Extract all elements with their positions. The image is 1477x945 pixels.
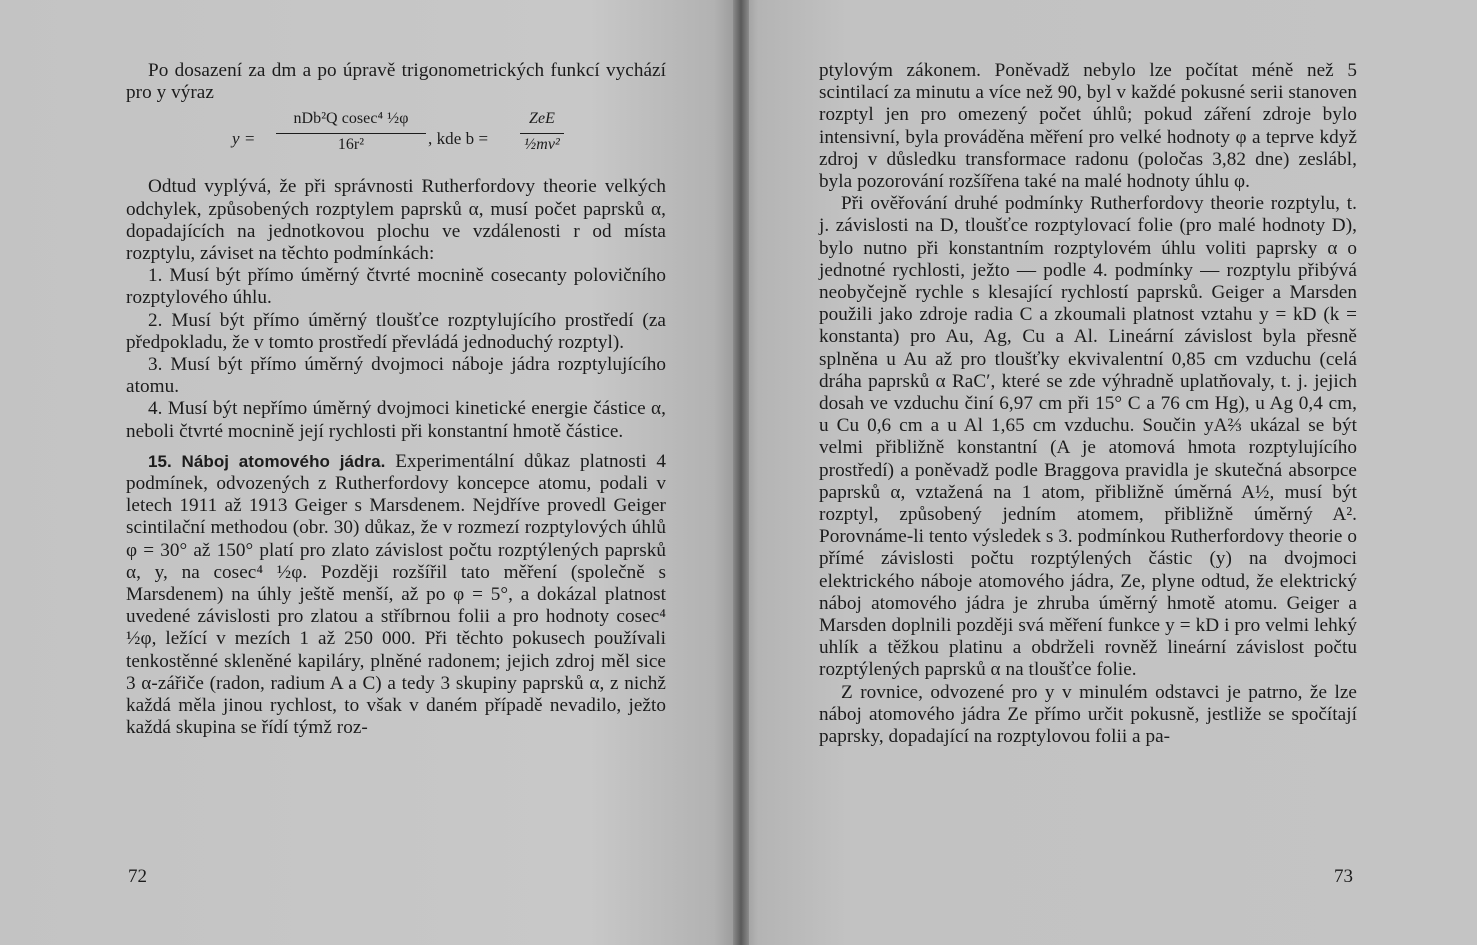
formula-kde: , kde b = [428, 129, 489, 149]
section-15 [126, 451, 666, 740]
fraction-1-numerator: nDb²Q cosec⁴ ½φ [276, 108, 426, 133]
formula-fraction-1 [276, 108, 426, 155]
right-page-text [819, 60, 1357, 748]
left-page [0, 0, 736, 945]
fraction-2-denominator: ½mv² [524, 135, 560, 153]
left-page-text [126, 60, 666, 739]
formula [126, 108, 666, 166]
book-gutter [733, 0, 749, 945]
right-paragraph-1: ptylovým zákonem. Poněvadž nebylo lze počítat méně než 5 scintilací za minutu a více než 90, byl v každé pokusné serii stanoven rozptyl jen pro omezený počet úhlů; pokud záření zdroje bylo intensivní, byla prováděna měření pro velké hodnoty φ a teprve když zdroj v důsledku transformace radonu (poločas 3,82 dne) zeslábl, byla pozorování rozšířena také na malé hodnoty úhlu φ. [819, 60, 1357, 193]
conditions-intro: Odtud vyplývá, že při správnosti Rutherfordovy theorie velkých odchylek, způsobených rozptylem paprsků α, musí počet paprsků α, dopadajících na jednotkovou plochu ve vzdálenosti r od místa rozptylu, záviset na těchto podmínkách: [126, 176, 666, 265]
right-paragraph-2: Při ověřování druhé podmínky Rutherfordovy theorie rozptylu, t. j. závislosti na D, tloušťce rozptylovací folie (pro malé hodnoty D), bylo nutno při konstantním rozptylovém úhlu voliti paprsky α o jednotné rychlosti, ježto — podle 4. podmínky — rozptylu přibývá neobyčejně rychle s klesající rychlostí paprsků. Geiger a Marsden použili jako zdroje radia C a zkoumali platnost vztahu y = kD (k = konstanta) pro Au, Ag, Cu a Al. Lineární závislost byla přesně splněna u Au až pro tloušťky ekvivalentní 0,85 cm vzduchu (celá dráha paprsků α RaC′, které se zde výhradně uplatňovaly, t. j. jejich dosah ve vzduchu činí 6,97 cm při 15° C a 76 cm Hg), u Ag 0,4 cm, u Cu 0,6 cm a u Al 1,65 cm vzduchu. Součin yA⅔ ukázal se být velmi přibližně konstantní (A je atomová hmota rozptylujícího prostředí) a poněvadž podle Braggova pravidla je skutečná absorpce paprsků α, vztažená na 1 atom, přibližně úměrná A½, musí být rozptyl, způsobený jedním atomem, přibližně úměrný A². Porovnáme-li tento výsledek s 3. podmínkou Rutherfordovy theorie o přímé závislosti počtu rozptýlených částic (y) na dvojmoci elektrického náboje atomového jádra, Ze, plyne odtud, že elektrický náboj atomového jádra je zhruba úměrný hmotě atomu. Geiger a Marsden doplnili později svá měření funkce y = kD i pro velmi lehký uhlík a těžkou platinu a obdrželi rovněž lineární závislost počtu rozptýlených paprsků α na tloušťce folie. [819, 193, 1357, 681]
page-number-left: 72 [128, 866, 147, 887]
formula-fraction-2 [520, 108, 564, 155]
section-body: Experimentální důkaz platnosti 4 podmínek, odvozených z Rutherfordovy koncepce atomu, podali v letech 1911 až 1913 Geiger s Marsdenem. Nejdříve provedl Geiger scintilační methodou (obr. 30) důkaz, že v rozmezí rozptylových úhlů φ = 30° až 150° platí pro zlato závislost počtu rozptýlených paprsků α, y, na cosec⁴ ½φ. Později rozšířil tato měření (společně s Marsdenem) na úhly ještě menší, až po φ = 5°, a dokázal platnost uvedené závislosti pro zlatou a stříbrnou folii a pro hodnoty cosec⁴ ½φ, ležící v mezích 1 až 250 000. Při těchto pokusech používali tenkostěnné skleněné kapiláry, plněné radonem; jejich zdroj měl sice 3 α-zářiče (radon, radium A a C) a tedy 3 skupiny paprsků α, z nichž každá měla jinou rychlost, to však v daném případě nevadilo, ježto každá skupina se řídí týmž roz- [126, 450, 666, 739]
intro-paragraph: Po dosazení za dm a po úpravě trigonometrických funkcí vychází pro y výraz [126, 60, 666, 104]
formula-lhs: y = [232, 129, 256, 149]
fraction-2-numerator: ZeE [520, 108, 564, 133]
fraction-1-denominator: 16r² [337, 135, 365, 153]
condition-1: 1. Musí být přímo úměrný čtvrté mocnině cosecanty polovičního rozptylového úhlu. [126, 265, 666, 309]
condition-2: 2. Musí být přímo úměrný tloušťce rozptylujícího prostředí (za předpokladu, že v tomto prostředí převládá jednoduchý rozptyl). [126, 309, 666, 353]
condition-3: 3. Musí být přímo úměrný dvojmoci náboje jádra rozptylujícího atomu. [126, 354, 666, 398]
right-page [736, 0, 1477, 945]
right-paragraph-3: Z rovnice, odvozené pro y v minulém odstavci je patrno, že lze náboj atomového jádra Ze přímo určit pokusně, jestliže se spočítají paprsky, dopadající na rozptylovou folii a pa- [819, 681, 1357, 748]
condition-4: 4. Musí být nepřímo úměrný dvojmoci kinetické energie částice α, neboli čtvrté mocnině její rychlosti při konstantní hmotě částice. [126, 398, 666, 442]
page-number-right: 73 [1334, 866, 1353, 887]
section-title: 15. Náboj atomového jádra. [148, 451, 386, 471]
